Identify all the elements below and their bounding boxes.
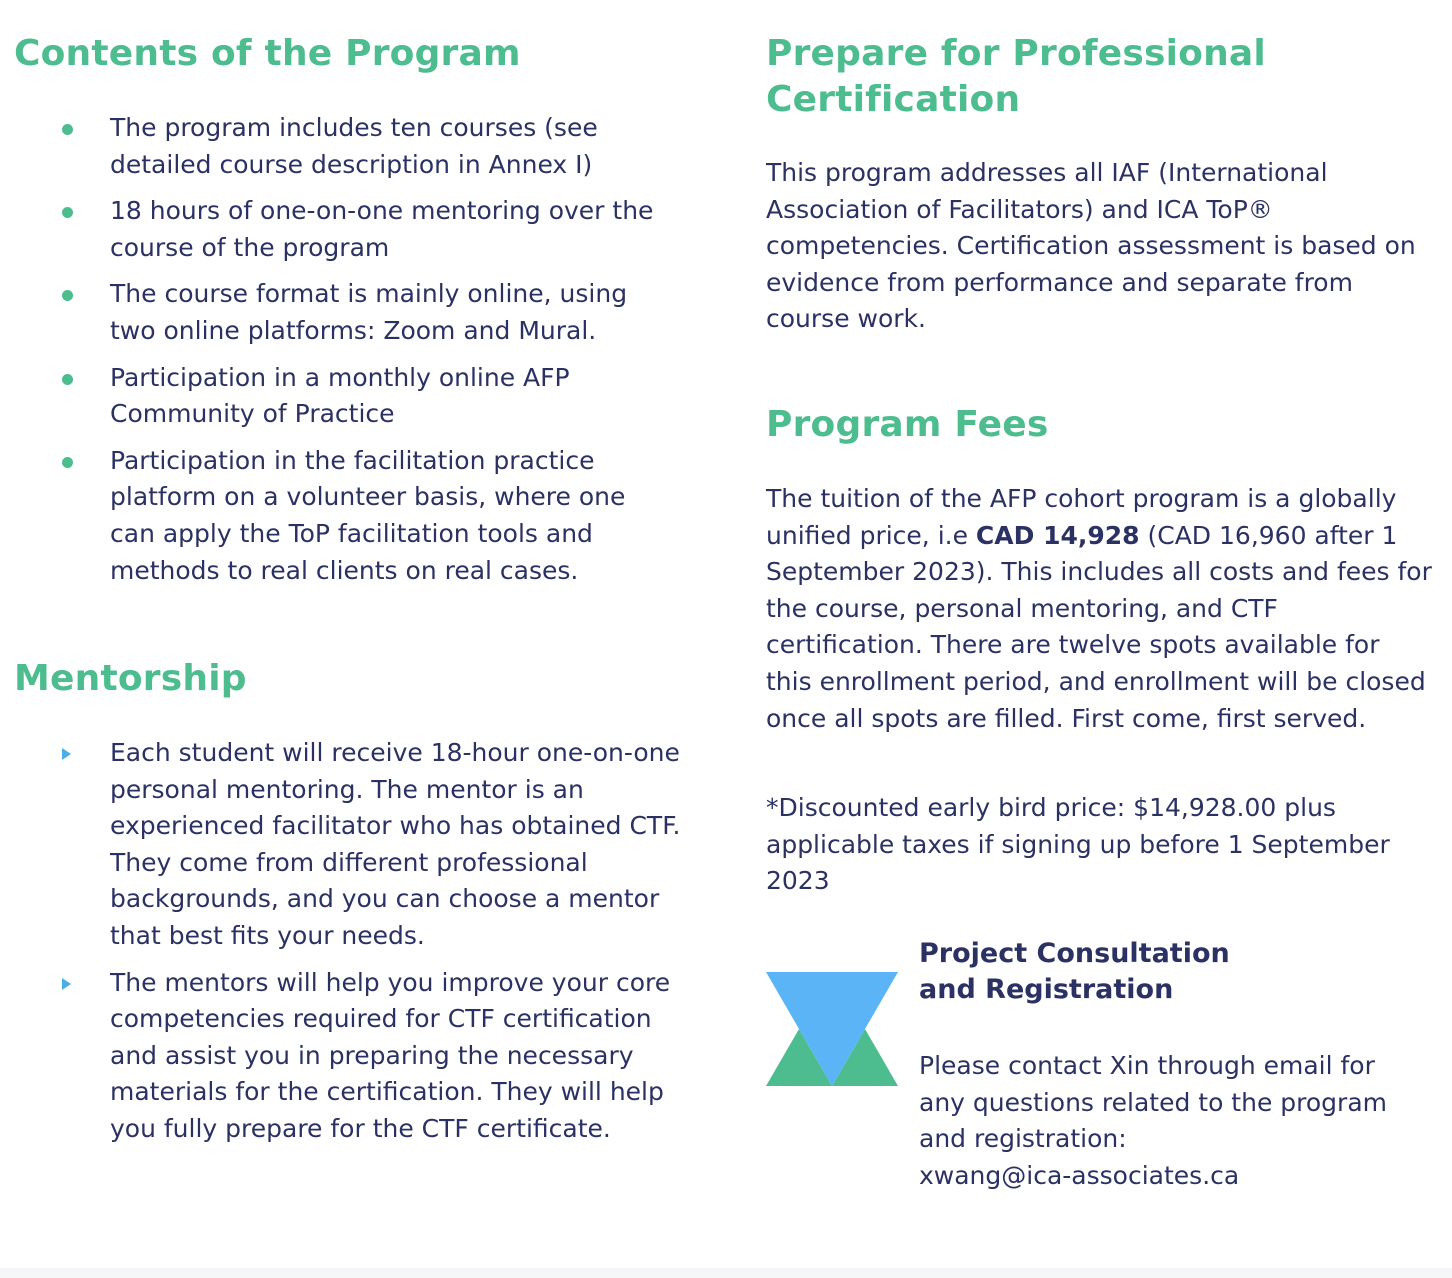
contact-title: Project Consultation and Registration <box>919 938 1230 1005</box>
certification-heading: Prepare for Professional Certification <box>766 33 1266 120</box>
list-item <box>14 735 684 955</box>
list-item <box>14 360 674 433</box>
fees-price: CAD 14,928 <box>975 520 1140 550</box>
list-item-text: Participation in a monthly online AFP Community of Practice <box>110 362 570 429</box>
bullet-dot-icon <box>62 457 73 468</box>
list-item <box>14 110 674 183</box>
bullet-triangle-icon <box>62 748 71 760</box>
bullet-dot-icon <box>62 207 73 218</box>
bullet-dot-icon <box>62 290 73 301</box>
contact-body: Please contact Xin through email for any questions related to the program and registration: <box>919 1051 1387 1154</box>
list-item-text: The mentors will help you improve your core competencies required for CTF certification and assist you in preparing the necessary materials for the certification. They will help you fully prepare for the CTF certificate. <box>110 967 671 1143</box>
mentorship-list <box>14 735 684 1158</box>
fees-heading: Program Fees <box>766 404 1049 445</box>
certification-body: This program addresses all IAF (International Association of Facilitators) and ICA ToP® competencies. Certification assessment is based on evidence from performance and separate from course work. <box>766 158 1416 334</box>
list-item-text: The course format is mainly online, using two online platforms: Zoom and Mural. <box>110 279 628 345</box>
fees-body-intro: The tuition of the AFP cohort program is a globally unified price, i.e <box>766 484 1397 550</box>
bullet-dot-icon <box>62 124 73 135</box>
fees-body <box>766 481 1432 737</box>
contents-heading: Contents of the Program <box>14 33 521 74</box>
page-bottom-band <box>0 1268 1452 1278</box>
contents-list <box>14 110 674 599</box>
bullet-triangle-icon <box>62 978 71 990</box>
contact-email-link[interactable]: xwang@ica-associates.ca <box>919 1160 1240 1190</box>
list-item-text: Each student will receive 18-hour one-on-one personal mentoring. The mentor is an experienced facilitator who has obtained CTF. They come from different professional backgrounds, and you can choose a mentor that best fits your needs. <box>110 738 681 950</box>
list-item-text: Participation in the facilitation practice platform on a volunteer basis, where one can apply the ToP facilitation tools and methods to real clients on real cases. <box>110 445 626 585</box>
contact-block <box>919 936 1429 1194</box>
list-item <box>14 193 674 266</box>
bullet-dot-icon <box>62 374 73 385</box>
ica-logo-icon <box>766 972 898 1086</box>
list-item-text: 18 hours of one-on-one mentoring over the course of the program <box>110 196 654 262</box>
list-item <box>14 276 674 349</box>
list-item <box>14 443 674 589</box>
list-item <box>14 965 684 1148</box>
mentorship-heading: Mentorship <box>14 658 247 699</box>
fees-body-rest: (CAD 16,960 after 1 September 2023). This includes all costs and fees for the course, personal mentoring, and CTF certification. There are twelve spots available for this enrollment period, and enrollment will be closed once all spots are filled. First come, first served. <box>766 520 1432 733</box>
fees-early-bird-note: *Discounted early bird price: $14,928.00 plus applicable taxes if signing up before 1 September 2023 <box>766 793 1390 896</box>
list-item-text: The program includes ten courses (see detailed course description in Annex I) <box>110 113 598 179</box>
